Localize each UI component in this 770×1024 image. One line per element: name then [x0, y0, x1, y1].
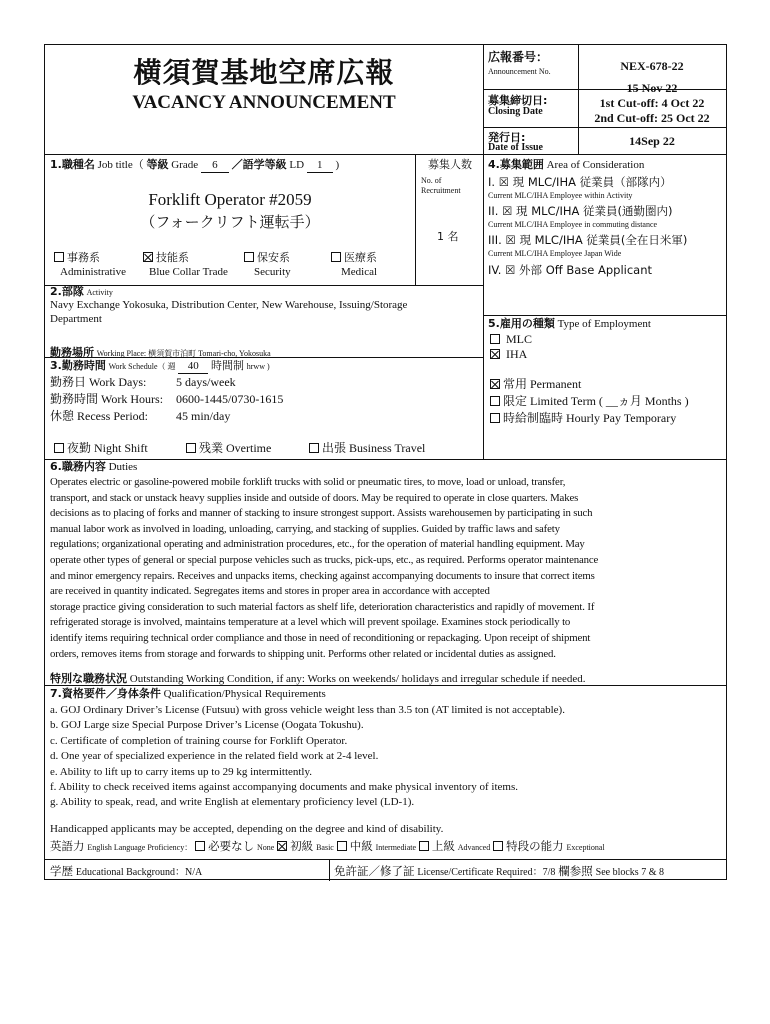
outstanding-value: Outstanding Working Condition, if any: Works on weekends/ holidays and irregular schedule if needed.: [129, 673, 586, 685]
consideration-item-sub: Current MLC/IHA Employee in commuting distance: [488, 220, 658, 229]
overtime-option[interactable]: [186, 442, 271, 455]
ld-label-jp: ／語学等級: [231, 158, 287, 171]
rule: [483, 315, 726, 316]
option-label: MLC: [506, 332, 533, 346]
category-en: Security: [254, 266, 291, 278]
duties-line: manual labor work as involved in loading, unloading, carrying, and stacking of supplies. Guided by traffic laws and safety: [50, 522, 560, 535]
vacancy-form: [44, 44, 727, 880]
schedule-label-jp: 3.勤務時間: [50, 359, 106, 372]
consideration-item-sub: Current MLC/IHA Employee within Activity: [488, 191, 633, 200]
employment-label-en: Type of Employment: [557, 318, 651, 330]
consideration-label: [488, 158, 644, 172]
consideration-item[interactable]: IV. ☒ 外部 Off Base Applicant: [488, 263, 653, 277]
second-cutoff: 2nd Cut-off: 25 Oct 22: [594, 111, 710, 125]
activity-label-jp: 2.部隊: [50, 285, 84, 298]
checkbox[interactable]: [490, 413, 500, 423]
checkbox[interactable]: [309, 443, 319, 453]
permanent-option[interactable]: [490, 378, 581, 391]
checkbox[interactable]: [244, 252, 254, 262]
option-jp: 上級: [431, 839, 455, 853]
employment-label-jp: 5.雇用の種類: [488, 317, 555, 330]
option-en: Exceptional: [566, 843, 605, 852]
checkbox-checked[interactable]: [490, 379, 500, 389]
checkbox[interactable]: [419, 841, 429, 851]
activity-value-2: Department: [50, 313, 102, 325]
license-ref-jp: 欄参照: [558, 864, 593, 878]
option-label: 限定 Limited Term ( __ヵ月 Months ): [503, 394, 689, 408]
night-shift-option[interactable]: [54, 442, 148, 455]
option-jp: 中級: [349, 839, 373, 853]
duties-line: refrigerated storage is involved, maintains temperature at a level which will prevent spoilage. Examines stock periodically to: [50, 616, 571, 629]
option-label: 出張 Business Travel: [322, 441, 426, 455]
recruitment-count: 1 名: [437, 230, 459, 243]
issue-date-label-en: Date of Issue: [488, 142, 543, 153]
recess-value: 45 min/day: [176, 409, 231, 423]
rule: [45, 459, 726, 460]
checkbox-checked[interactable]: [143, 252, 153, 262]
announcement-no-label-en: Announcement No.: [488, 67, 551, 76]
rule: [483, 127, 726, 128]
schedule-label-en: Work Schedule（ 週: [108, 362, 176, 371]
option-jp: 特段の能力: [506, 839, 564, 853]
category-blue-collar[interactable]: [143, 251, 189, 265]
duties-line: regulations; organizational operating and administration procedures, etc., for the operation of material handling equipment. May: [50, 538, 585, 551]
grade-label-en: Grade: [171, 159, 199, 171]
iha-option[interactable]: [490, 348, 527, 361]
option-label: 残業 Overtime: [199, 441, 272, 455]
recruitment-label: 募集人数: [428, 158, 472, 171]
consideration-item-sub: Current MLC/IHA Employee Japan Wide: [488, 249, 622, 258]
option-en: Basic: [316, 843, 334, 852]
consideration-item[interactable]: II. ☒ 現 MLC/IHA 従業員(通勤圏内): [488, 204, 673, 218]
qualification-item: b. GOJ Large size Special Purpose Driver’s License (Oogata Tokushu).: [50, 719, 364, 732]
issue-date-label: 発行日:: [488, 131, 526, 144]
license-label-jp: 免許証／修了証: [334, 864, 415, 878]
announcement-no-value: NEX-678-22: [620, 59, 684, 73]
checkbox[interactable]: [490, 334, 500, 344]
qualification-label-en: Qualification/Physical Requirements: [163, 688, 326, 700]
qualification-item: f. Ability to check received items against accompanying documents and make physical inventory of items.: [50, 781, 518, 794]
rule: [329, 859, 330, 881]
hourly-option[interactable]: [490, 412, 676, 425]
page-subtitle: VACANCY ANNOUNCEMENT: [132, 92, 396, 113]
option-en: Advanced: [457, 843, 491, 852]
rule: [45, 859, 726, 860]
closing-date-label: 募集締切日:: [488, 94, 548, 107]
consideration-label-en: Area of Consideration: [546, 159, 645, 171]
handicapped-note: Handicapped applicants may be accepted, depending on the degree and kind of disability.: [50, 823, 444, 835]
activity-label: [50, 285, 113, 299]
duties-line: identify items requiring technical order compliance and those in need of reconditioning or repackaging. Upon receipt of shipment: [50, 631, 591, 644]
qualification-item: c. Certificate of completion of training course for Forklift Operator.: [50, 734, 348, 747]
category-jp: 技能系: [156, 251, 189, 264]
category-jp: 保安系: [257, 251, 290, 264]
duties-line: and minor emergency repairs. Receives and unpacks items, checking against accompanying documents to insure that correct items: [50, 569, 595, 582]
work-hours-value: 0600-1445/0730-1615: [176, 392, 284, 406]
category-jp: 医療系: [344, 251, 377, 264]
paren: ): [335, 159, 340, 171]
recess-label: 休憩 Recess Period:: [50, 409, 148, 423]
job-title-jp: （フォークリフト運転手）: [140, 213, 320, 231]
qualification-label-jp: 7.資格要件／身体条件: [50, 687, 161, 700]
duties-line: decisions as to placing of forks and manner of stacking to insure strongest support. Assists warehousemen by participating in such: [50, 507, 593, 520]
category-administrative[interactable]: [54, 251, 100, 265]
english-proficiency: [50, 838, 605, 854]
closing-date-value: [578, 81, 726, 126]
option-label: 夜勤 Night Shift: [67, 441, 148, 455]
first-cutoff: 1st Cut-off: 4 Oct 22: [599, 96, 705, 110]
duties-line: transport, and stack or unstack heavy supplies inside and outside of doors. May be required to operate in close quarters. Makes: [50, 491, 579, 504]
recruitment-label-en-1: No. of: [421, 176, 442, 185]
rule: [483, 45, 484, 459]
page-title: 横須賀基地空席広報: [133, 56, 395, 89]
qualification-item: e. Ability to lift up to carry items up to 29 kg intermittently.: [50, 765, 313, 778]
duties-line: storage practice giving consideration to such material factors as shelf life, deterioration characteristics and rapidly of movement. If: [50, 600, 595, 613]
qualification-label: [50, 687, 326, 701]
limited-term-option[interactable]: [490, 395, 689, 408]
category-jp: 事務系: [67, 251, 100, 264]
duties-line: operate other types of general or special purpose vehicles such as trucks, pick-ups, etc., as required. Performs operator maintenance: [50, 553, 599, 566]
checkbox[interactable]: [195, 841, 205, 851]
qualification-item: g. Ability to speak, read, and write English at elementary proficiency level (LD-1).: [50, 796, 415, 809]
category-medical[interactable]: [331, 251, 377, 265]
duties-label-jp: 6.職務内容: [50, 460, 106, 473]
business-travel-option[interactable]: [309, 442, 425, 455]
option-en: None: [256, 843, 275, 852]
hours-label-en: hrww ): [246, 362, 270, 371]
job-title-label-en: Job title（: [97, 159, 144, 171]
checkbox[interactable]: [54, 443, 64, 453]
closing-date-line: 15 Nov 22: [626, 81, 678, 95]
work-hours-label: 勤務時間 Work Hours:: [50, 392, 164, 406]
license-ref-en: See blocks 7 & 8: [595, 867, 664, 878]
checkbox[interactable]: [186, 443, 196, 453]
recruitment-label-en-2: Recruitment: [421, 186, 461, 195]
checkbox[interactable]: [337, 841, 347, 851]
duties-line: Operates electric or gasoline-powered mobile forklift trucks with solid or pneumatic tires, to move, load or unload, transfer,: [50, 476, 566, 488]
duties-label: [50, 460, 137, 474]
option-label: 常用 Permanent: [503, 377, 582, 391]
ld-value: 1: [307, 159, 333, 173]
checkbox-checked[interactable]: [490, 349, 500, 359]
checkbox[interactable]: [331, 252, 341, 262]
duties-label-en: Duties: [108, 461, 138, 473]
working-place-label: 勤務場所: [50, 346, 94, 359]
qualification-item: d. One year of specialized experience in the related field work at 2-4 level.: [50, 750, 379, 763]
duties-line: are received in quantity indicated. Segregates items and stores in proper area in accordance with accepted: [50, 585, 490, 598]
grade-label-jp: 等級: [146, 158, 169, 171]
consideration-item[interactable]: I. ☒ 現 MLC/IHA 従業員（部隊内）: [488, 175, 672, 189]
qualification-list: [50, 703, 724, 811]
activity-label-en: Activity: [86, 288, 113, 297]
license-required: [334, 863, 664, 879]
english-label-en: English Language Proficiency：: [87, 843, 193, 852]
checkbox[interactable]: [493, 841, 503, 851]
option-label: IHA: [506, 347, 528, 361]
option-jp: 必要なし: [208, 839, 255, 853]
category-en: Blue Collar Trade: [149, 266, 228, 278]
mlc-option[interactable]: [490, 333, 532, 346]
option-label: 時給制臨時 Hourly Pay Temporary: [503, 411, 677, 425]
rule: [415, 154, 416, 285]
duties-line: orders, removes items from storage and forwards to shipping unit. Performs other related or incidental duties as assigned.: [50, 647, 556, 660]
job-title-label: [50, 158, 339, 173]
issue-date-value: 14Sep 22: [629, 134, 675, 148]
checkbox[interactable]: [54, 252, 64, 262]
checkbox[interactable]: [490, 396, 500, 406]
job-title-label-jp: 1.職種名: [50, 158, 95, 171]
education-value: Educational Background：N/A: [75, 867, 203, 878]
education: [50, 863, 202, 879]
qualification-item: a. GOJ Ordinary Driver’s License (Futsuu) with gross vehicle weight less than 3.5 ton (AT limited is not acceptable).: [50, 704, 565, 716]
consideration-item[interactable]: III. ☒ 現 MLC/IHA 従業員(全在日米軍): [488, 233, 688, 247]
education-label-jp: 学歴: [50, 864, 73, 878]
option-jp: 初級: [290, 839, 314, 853]
work-days-value: 5 days/week: [176, 375, 236, 389]
category-security[interactable]: [244, 251, 290, 265]
rule: [45, 154, 726, 155]
outstanding-label: 特別な職務状況: [50, 672, 127, 685]
employment-label: [488, 317, 651, 331]
english-label-jp: 英語力: [50, 839, 85, 853]
option-en: Intermediate: [375, 843, 417, 852]
activity-value-1: Navy Exchange Yokosuka, Distribution Center, New Warehouse, Issuing/Storage: [50, 299, 408, 311]
work-days-label: 勤務日 Work Days:: [50, 375, 147, 389]
working-place: [50, 344, 271, 360]
ld-label-en: LD: [289, 159, 305, 171]
hours-per-week: 40: [178, 360, 208, 374]
job-title-en: Forklift Operator #2059: [148, 190, 312, 209]
checkbox-checked[interactable]: [277, 841, 287, 851]
working-place-value: Working Place: 横須賀市泊町 Tomari-cho, Yokosuka: [96, 349, 271, 358]
closing-date-label-en: Closing Date: [488, 106, 543, 117]
consideration-label-jp: 4.募集範囲: [488, 158, 544, 171]
schedule-label: [50, 359, 270, 374]
hours-label-jp: 時間制: [211, 359, 244, 372]
category-en: Administrative: [60, 266, 126, 278]
duties-text: [50, 475, 724, 662]
outstanding-condition: [50, 670, 586, 686]
license-label-en: License/Certificate Required：7/8: [417, 867, 556, 878]
category-en: Medical: [341, 266, 378, 278]
announcement-no-label: 広報番号：: [488, 50, 549, 64]
grade-value: 6: [201, 159, 229, 173]
